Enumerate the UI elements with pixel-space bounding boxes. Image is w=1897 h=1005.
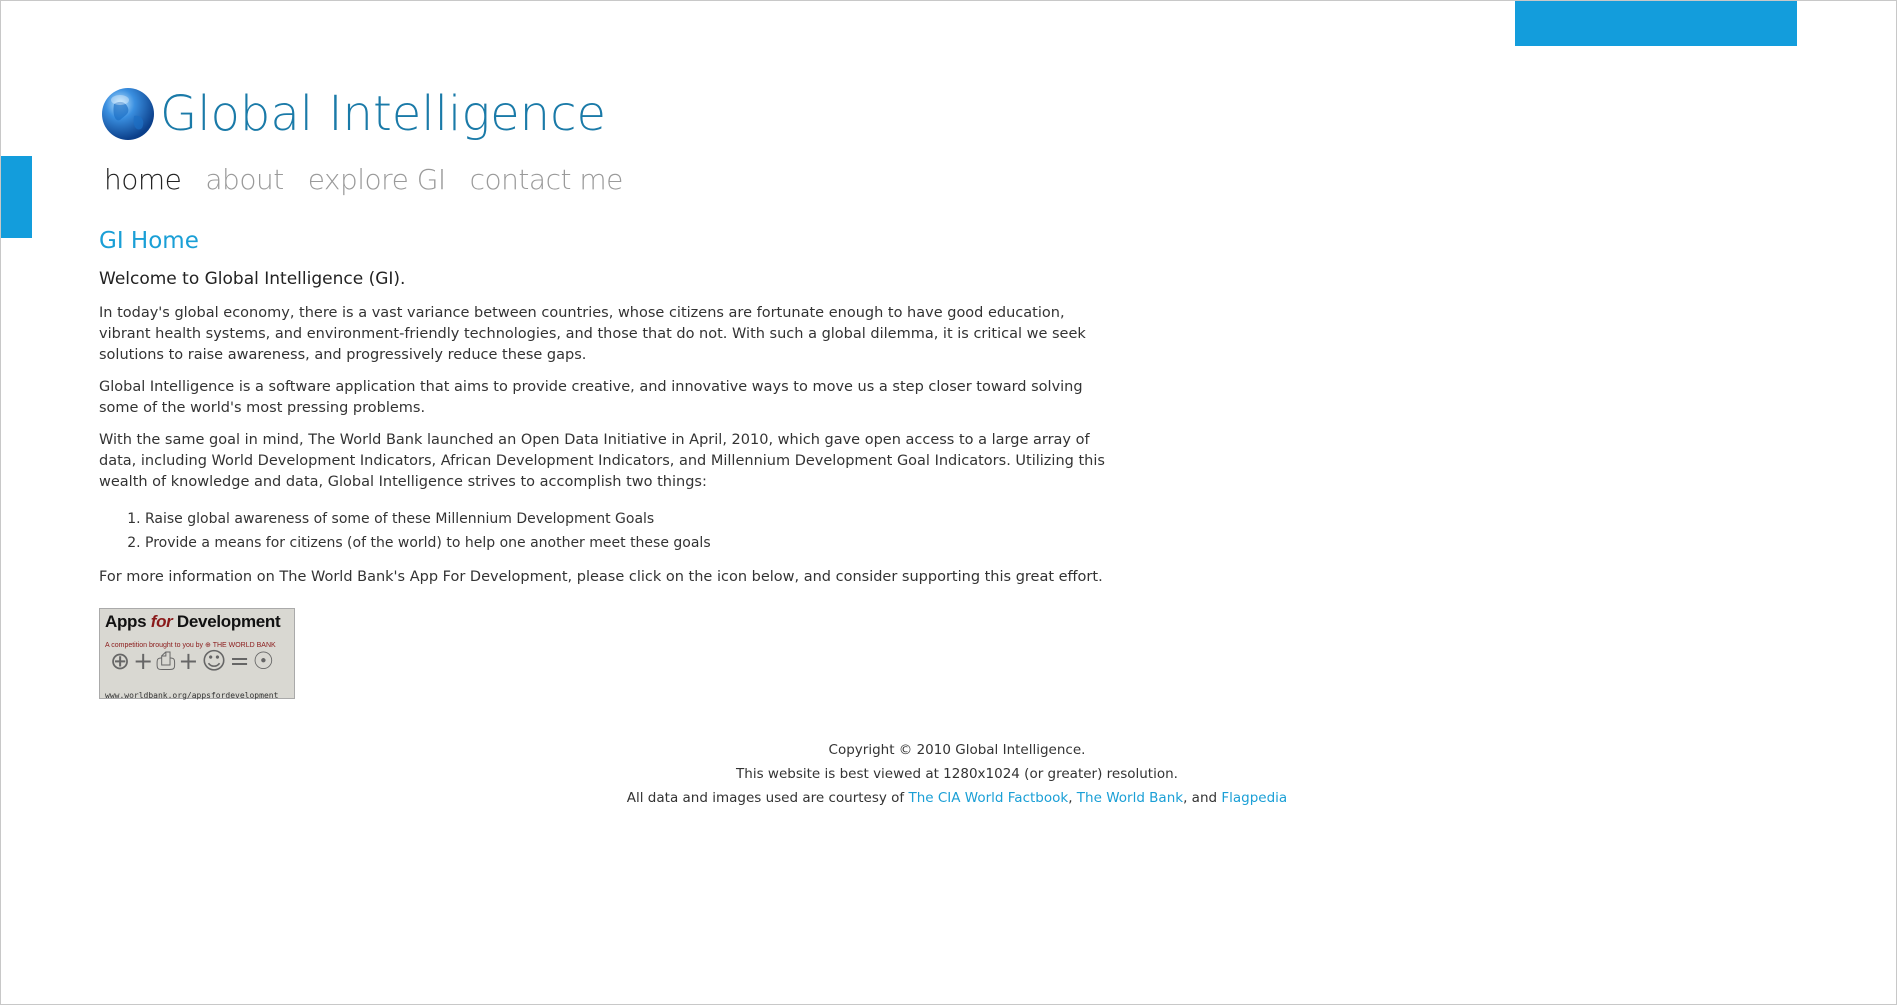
nav-explore-gi[interactable]: explore GI (307, 163, 446, 196)
more-info-paragraph: For more information on The World Bank's App For Development, please click on the icon below, and consider supporting this great effort. (99, 569, 1103, 585)
courtesy-prefix: All data and images used are courtesy of (626, 790, 905, 806)
badge-title-development: Development (172, 612, 281, 631)
badge-url: www.worldbank.org/appsfordevelopment (105, 691, 279, 700)
world-bank-link[interactable]: The World Bank (1076, 790, 1184, 806)
nav-contact-me[interactable]: contact me (469, 163, 623, 196)
welcome-text: Welcome to Global Intelligence (GI). (99, 269, 406, 289)
main-content (99, 224, 1109, 699)
badge-title-for: for (150, 612, 173, 631)
badge-subtitle: A competition brought to you by ⊕ THE WORLD BANK (105, 642, 276, 649)
top-accent-bar (1515, 1, 1797, 46)
globe-icon[interactable] (100, 86, 156, 142)
intro-paragraph: In today's global economy, there is a vast variance between countries, whose citizens are fortunate enough to have good education, vibrant health systems, and environment-friendly technologies, and those that do not. With such a global dilemma, it is critical we seek solutions to raise awareness, and progressively reduce these gaps. (99, 305, 1086, 363)
footer (0, 738, 1897, 810)
list-item: 1. Raise global awareness of some of these Millennium Development Goals (145, 507, 1109, 531)
goals-list (99, 507, 1109, 555)
courtesy-separator: , (1068, 790, 1073, 806)
main-nav (104, 160, 623, 200)
side-accent-bar (1, 156, 32, 238)
open-data-paragraph: With the same goal in mind, The World Bank launched an Open Data Initiative in April, 2010, which gave open access to a large array of data, including World Development Indicators, African Development Indicators, and Millennium Development Goal Indicators. Utilizing this wealth of knowledge and data, Global Intelligence strives to accomplish two things: (99, 432, 1105, 490)
courtesy-line (0, 786, 1897, 810)
cia-factbook-link[interactable]: The CIA World Factbook (908, 790, 1069, 806)
resolution-note: This website is best viewed at 1280x1024 (or greater) resolution. (736, 766, 1178, 782)
site-title[interactable]: Global Intelligence (160, 86, 606, 142)
page-title: GI Home (99, 228, 199, 254)
site-header (100, 86, 606, 142)
list-item: 2. Provide a means for citizens (of the world) to help one another meet these goals (145, 531, 1109, 555)
badge-equation-icons: ⊕+⎙+☺=☉ (110, 647, 278, 675)
apps-for-development-badge[interactable] (99, 608, 295, 699)
apps-for-development-link[interactable] (99, 608, 295, 699)
copyright-text: Copyright © 2010 Global Intelligence. (828, 742, 1086, 758)
nav-about[interactable]: about (205, 163, 284, 196)
badge-title-apps: Apps (105, 612, 151, 631)
nav-home[interactable]: home (104, 163, 182, 196)
courtesy-separator: , and (1183, 790, 1218, 806)
flagpedia-link[interactable]: Flagpedia (1221, 790, 1288, 806)
badge-title (105, 611, 280, 632)
mission-paragraph: Global Intelligence is a software application that aims to provide creative, and innovative ways to move us a step closer toward solving some of the world's most pressing problems. (99, 379, 1083, 416)
